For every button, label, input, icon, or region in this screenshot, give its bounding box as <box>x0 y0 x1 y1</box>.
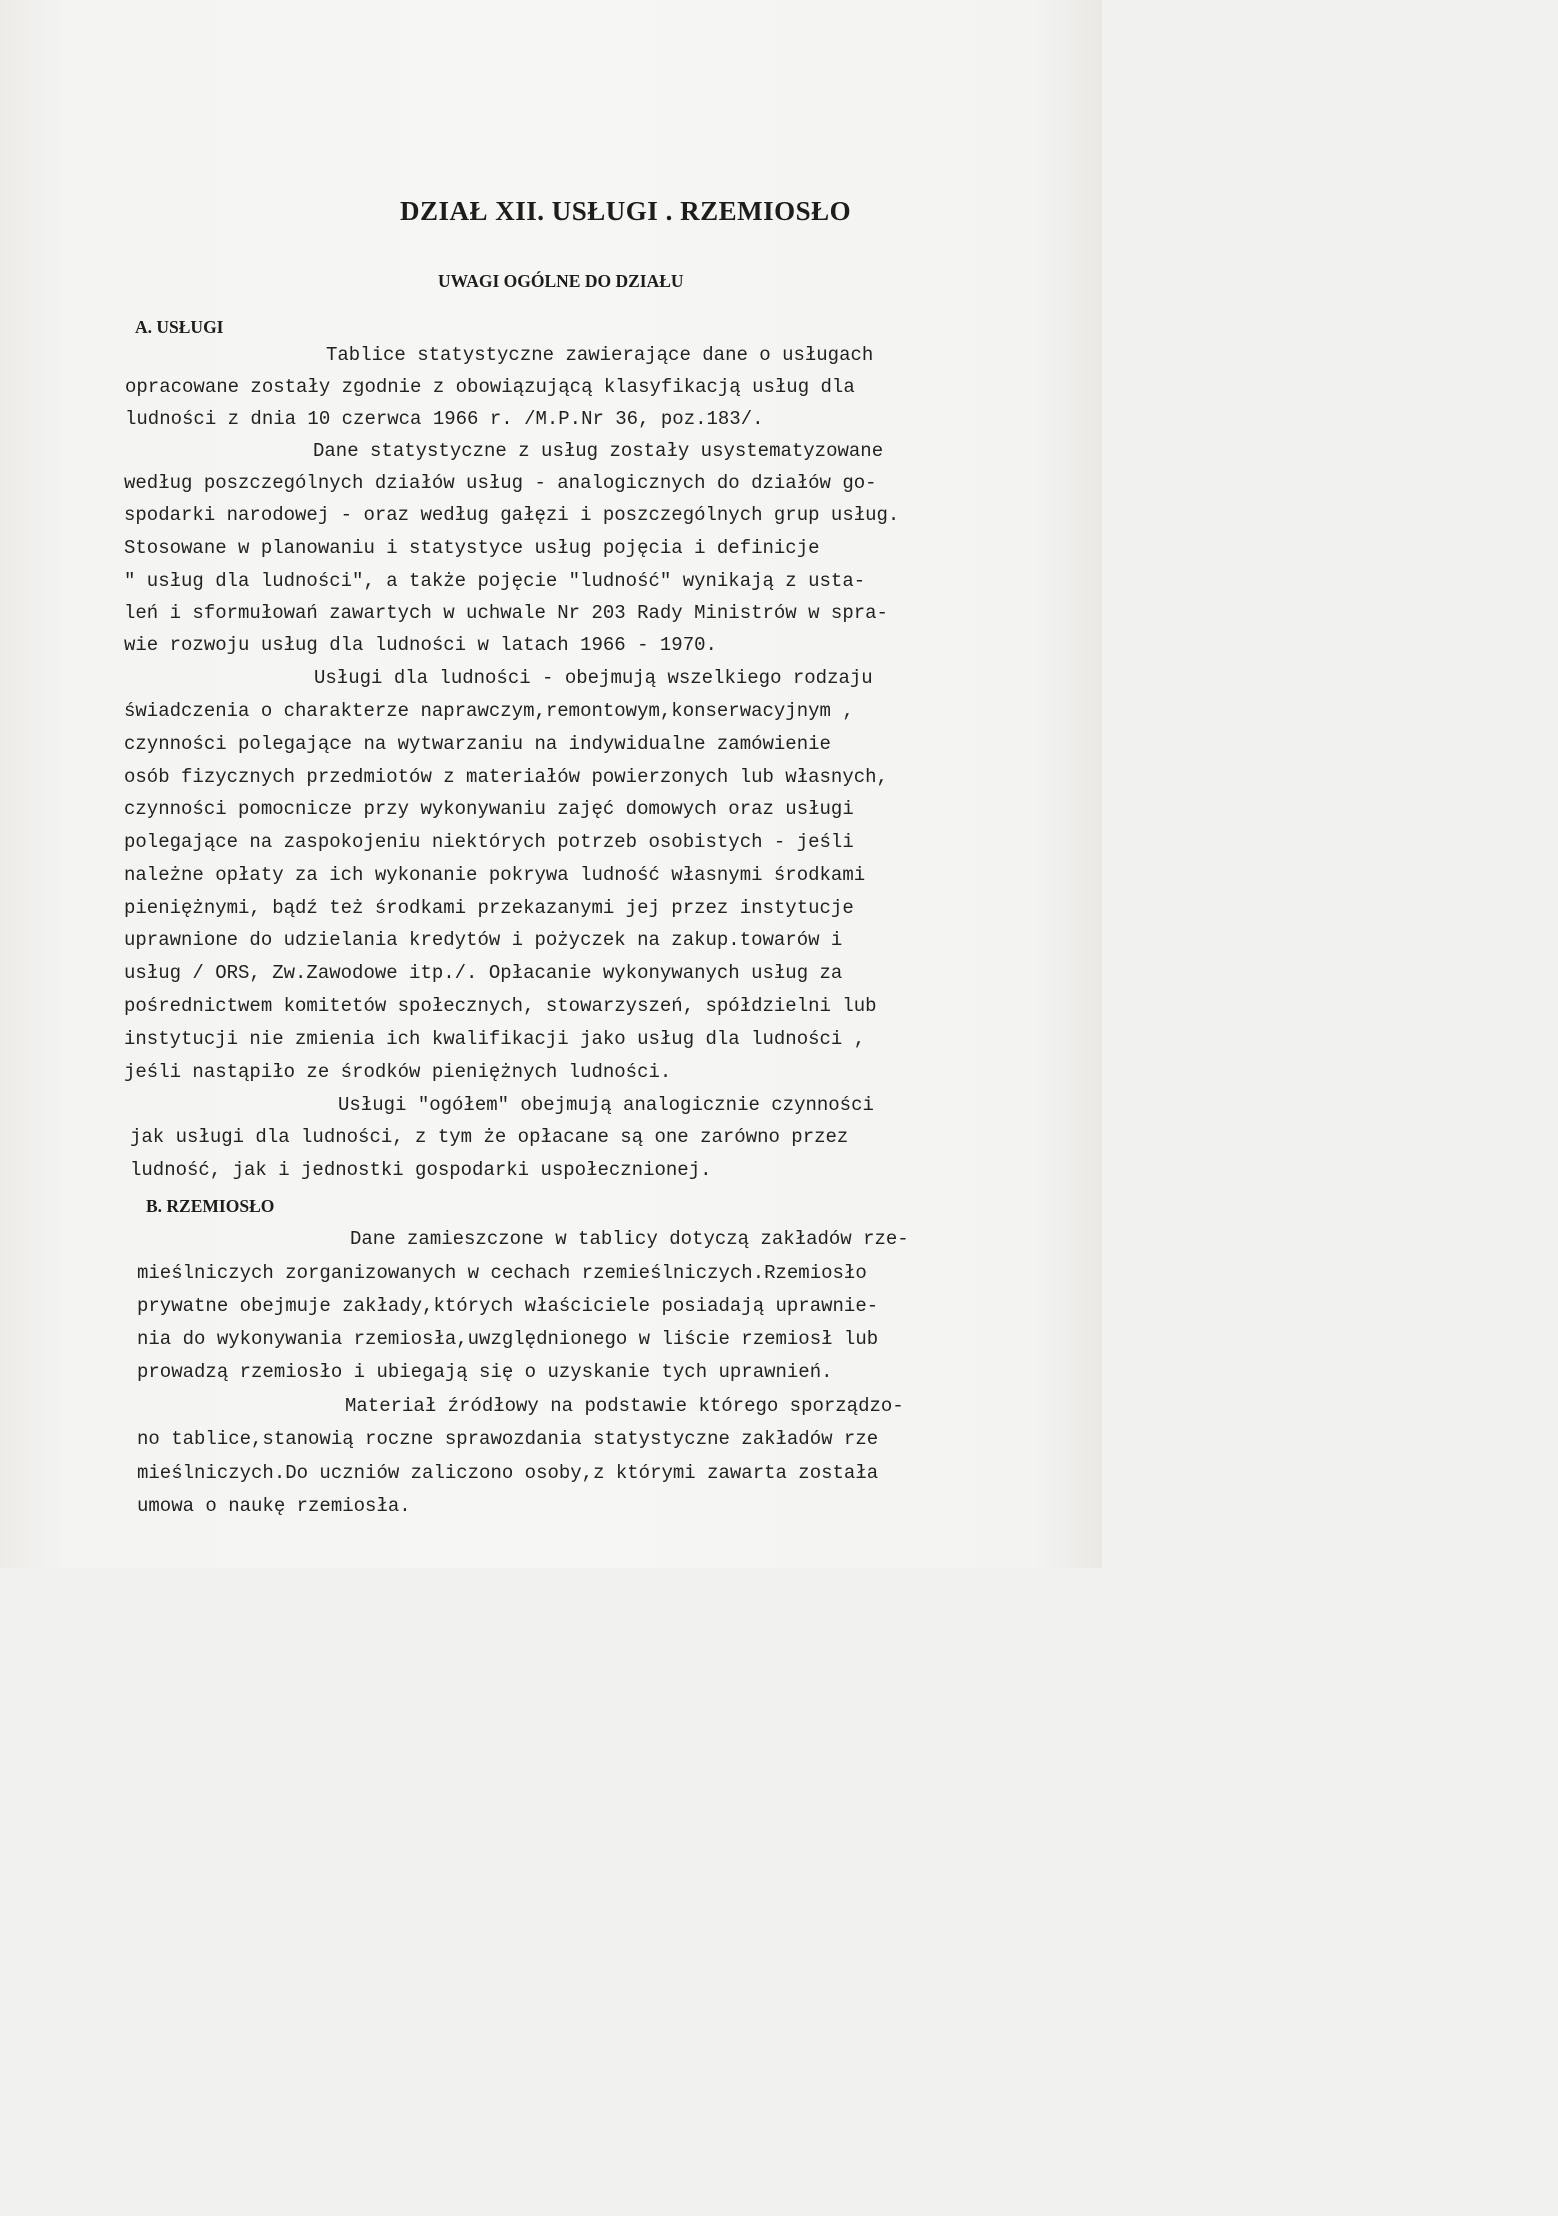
section-subtitle: UWAGI OGÓLNE DO DZIAŁU <box>438 271 684 291</box>
text-line: osób fizycznych przedmiotów z materiałów powierzonych lub własnych, <box>124 766 888 788</box>
text-line: według poszczególnych działów usług - analogicznych do działów go- <box>124 472 877 494</box>
text-line: Dane statystyczne z usług zostały usystematyzowane <box>313 440 884 462</box>
text-line: opracowane zostały zgodnie z obowiązującą klasyfikacją usług dla <box>125 376 855 398</box>
text-line: Dane zamieszczone w tablicy dotyczą zakładów rze- <box>350 1228 909 1250</box>
text-line: Materiał źródłowy na podstawie którego sporządzo- <box>345 1395 904 1417</box>
section-title: DZIAŁ XII. USŁUGI . RZEMIOSŁO <box>400 196 852 226</box>
text-line: świadczenia o charakterze naprawczym,remontowym,konserwacyjnym , <box>124 700 854 722</box>
text-line: nia do wykonywania rzemiosła,uwzględnionego w liście rzemiosł lub <box>137 1328 879 1350</box>
text-line: Usługi dla ludności - obejmują wszelkiego rodzaju <box>314 667 873 689</box>
text-line: czynności pomocnicze przy wykonywaniu zajęć domowych oraz usługi <box>124 798 854 820</box>
text-line: umowa o naukę rzemiosła. <box>137 1495 411 1517</box>
text-line: prowadzą rzemiosło i ubiegają się o uzyskanie tych uprawnień. <box>137 1361 833 1383</box>
text-line: należne opłaty za ich wykonanie pokrywa ludność własnymi środkami <box>124 864 866 886</box>
text-line: Stosowane w planowaniu i statystyce usług pojęcia i definicje <box>124 537 820 559</box>
text-line: usług / ORS, Zw.Zawodowe itp./. Opłacanie wykonywanych usług za <box>124 962 843 984</box>
text-line: no tablice,stanowią roczne sprawozdania statystyczne zakładów rze <box>137 1428 879 1450</box>
heading-uslugi: A. USŁUGI <box>135 317 224 337</box>
text-line: leń i sformułowań zawartych w uchwale Nr 203 Rady Ministrów w spra- <box>124 602 888 624</box>
text-line: pieniężnymi, bądź też środkami przekazanymi jej przez instytucje <box>124 897 854 919</box>
text-line: pośrednictwem komitetów społecznych, stowarzyszeń, spółdzielni lub <box>124 995 877 1017</box>
text-line: wie rozwoju usług dla ludności w latach 1966 - 1970. <box>124 634 717 656</box>
text-line: jeśli nastąpiło ze środków pieniężnych ludności. <box>124 1061 672 1083</box>
text-line: czynności polegające na wytwarzaniu na indywidualne zamówienie <box>124 733 831 755</box>
text-line: mieślniczych zorganizowanych w cechach rzemieślniczych.Rzemiosło <box>137 1262 867 1284</box>
text-line: uprawnione do udzielania kredytów i pożyczek na zakup.towarów i <box>124 929 843 951</box>
text-line: spodarki narodowej - oraz według gałęzi i poszczególnych grup usług. <box>124 504 900 526</box>
text-line: ludności z dnia 10 czerwca 1966 r. /M.P.Nr 36, poz.183/. <box>125 408 764 430</box>
heading-rzemioslo: B. RZEMIOSŁO <box>146 1196 275 1216</box>
text-line: jak usługi dla ludności, z tym że opłacane są one zarówno przez <box>130 1126 849 1148</box>
text-line: instytucji nie zmienia ich kwalifikacji jako usług dla ludności , <box>124 1028 866 1050</box>
text-line: " usług dla ludności", a także pojęcie "ludność" wynikają z usta- <box>124 570 866 592</box>
text-line: prywatne obejmuje zakłady,których właściciele posiadają uprawnie- <box>137 1295 879 1317</box>
text-line: Usługi "ogółem" obejmują analogicznie czynności <box>338 1094 874 1116</box>
text-line: polegające na zaspokojeniu niektórych potrzeb osobistych - jeśli <box>124 831 854 853</box>
text-line: ludność, jak i jednostki gospodarki uspołecznionej. <box>130 1159 712 1181</box>
text-line: Tablice statystyczne zawierające dane o usługach <box>326 344 874 366</box>
text-line: mieślniczych.Do uczniów zaliczono osoby,z którymi zawarta została <box>137 1462 879 1484</box>
